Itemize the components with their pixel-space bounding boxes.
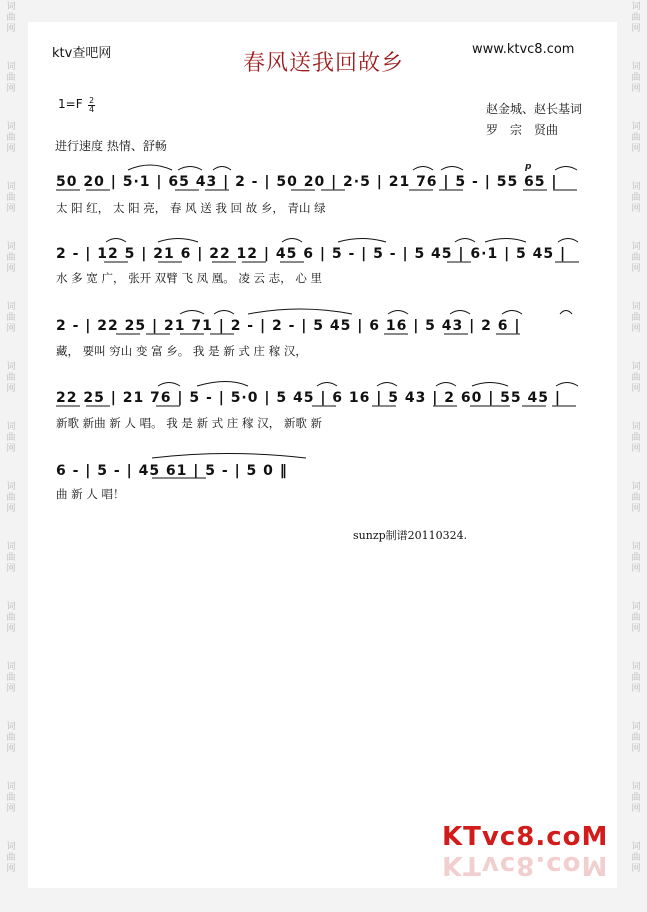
song-title: 春风送我回故乡 (242, 51, 404, 76)
side-watermark-text: 词 曲 网 (6, 422, 16, 454)
side-watermark-text: 词 曲 网 (6, 122, 16, 154)
side-watermark-text: 词 曲 网 (631, 482, 641, 514)
side-watermark-text: 词 曲 网 (631, 362, 641, 394)
site-logo-reflection: KTvc8.coM (442, 850, 609, 880)
notation-line-5: 6 - | 5 - | 45 61 | 5 - | 5 0 ‖ (56, 463, 288, 479)
side-watermark-text: 词 曲 网 (6, 662, 16, 694)
lyrics-line-5: 曲 新 人 唱！ (56, 487, 125, 501)
side-watermark-text: 词 曲 网 (631, 302, 641, 334)
site-logo: KTvc8.coM (442, 822, 609, 852)
key-signature: 1=F (58, 97, 83, 111)
beam-lines (56, 190, 579, 478)
side-watermark-text: 词 曲 网 (6, 782, 16, 814)
side-watermark-text: 词 曲 网 (6, 362, 16, 394)
side-watermark-text: 词 曲 网 (631, 242, 641, 274)
side-watermark-text: 词 曲 网 (6, 722, 16, 754)
site-url[interactable]: www.ktvc8.com (472, 42, 575, 57)
side-watermark-text: 词 曲 网 (6, 482, 16, 514)
side-watermark-text: 词 曲 网 (631, 602, 641, 634)
lyrics-line-3: 藏， 要叫 穷山 变 富 乡。 我 是 新 式 庄 稼 汉， (56, 344, 307, 358)
side-watermark-text: 词 曲 网 (631, 782, 641, 814)
notation-line-1: 50 20 | 5·1 | 65 43 | 2 - | 50 20 | 2·5 | 21 76 | 5 - | 55 65 | (56, 174, 558, 190)
side-watermark-text: 词 曲 网 (6, 842, 16, 874)
lyrics-line-2: 水 多 宽 广， 张开 双臂 飞 凤 凰。 凌 云 志， 心 里 (56, 271, 323, 285)
brand-name: ktv查吧网 (52, 46, 112, 61)
time-signature-bottom: 4 (89, 105, 95, 114)
composer-credit: 罗 宗 贤曲 (486, 123, 559, 137)
side-watermark-text: 词 曲 网 (6, 302, 16, 334)
lyricist-credit: 赵金城、赵长基词 (486, 102, 583, 116)
side-watermark-text: 词 曲 网 (631, 2, 641, 34)
side-watermark-text: 词 曲 网 (6, 182, 16, 214)
side-watermark-text: 词 曲 网 (631, 182, 641, 214)
tempo-marking: 进行速度 热情、舒畅 (55, 139, 167, 153)
side-watermark-text: 词 曲 网 (631, 542, 641, 574)
side-watermark-text: 词 曲 网 (631, 842, 641, 874)
notation-line-4: 22 25 | 21 76 | 5 - | 5·0 | 5 45 | 6 16 | 5 43 | 2 60 | 55 45 | (56, 390, 562, 406)
notation-line-3: 2 - | 22 25 | 21 71 | 2 - | 2 - | 5 45 | 6 16 | 5 43 | 2 6 | (56, 318, 521, 334)
time-signature-top: 2 (89, 96, 95, 105)
side-watermark-text: 词 曲 网 (6, 62, 16, 94)
side-watermark-text: 词 曲 网 (6, 242, 16, 274)
side-watermark-text: 词 曲 网 (6, 542, 16, 574)
side-watermark-text: 词 曲 网 (631, 722, 641, 754)
side-watermark-text: 词 曲 网 (6, 602, 16, 634)
side-watermark-text: 词 曲 网 (631, 662, 641, 694)
side-watermark-text: 词 曲 网 (631, 62, 641, 94)
lyrics-line-4: 新歌 新曲 新 人 唱。 我 是 新 式 庄 稼 汉， 新歌 新 (56, 416, 323, 430)
notation-line-2: 2 - | 12 5 | 21 6 | 22 12 | 45 6 | 5 - | 5 - | 5 45 | 6·1 | 5 45 | (56, 246, 567, 262)
dynamic-mark: p (525, 162, 532, 172)
side-watermark-text: 词 曲 网 (6, 2, 16, 34)
side-watermark-text: 词 曲 网 (631, 122, 641, 154)
slur-marks (106, 165, 578, 458)
arranger-signoff: sunzp制谱20110324. (353, 529, 468, 542)
side-watermark-text: 词 曲 网 (631, 422, 641, 454)
lyrics-line-1: 太 阳 红， 太 阳 亮， 春 风 送 我 回 故 乡， 青山 绿 (56, 201, 326, 215)
